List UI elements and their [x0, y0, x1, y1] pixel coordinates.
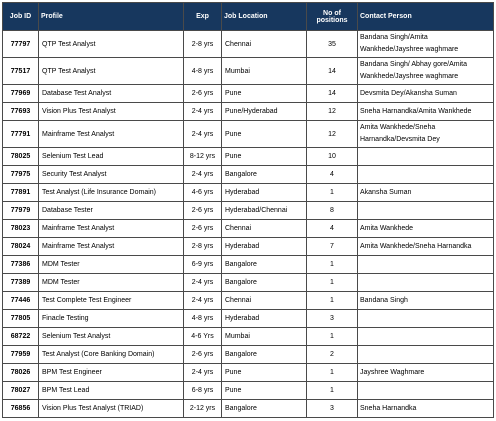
job-id-cell: 77446 — [3, 292, 39, 310]
exp-cell: 2-8 yrs — [184, 238, 222, 256]
header-location: Job Location — [222, 3, 307, 31]
profile-cell: Security Test Analyst — [39, 166, 184, 184]
exp-cell: 2-6 yrs — [184, 220, 222, 238]
job-id-cell: 77389 — [3, 274, 39, 292]
positions-cell: 12 — [307, 103, 358, 121]
contact-cell: Sneha Harnandka/Amita Wankhede — [358, 103, 494, 121]
table-row — [3, 58, 494, 85]
location-cell: Chennai — [222, 292, 307, 310]
location-cell: Hyderabad — [222, 238, 307, 256]
table-row — [3, 148, 494, 166]
profile-cell: Mainframe Test Analyst — [39, 238, 184, 256]
header-job-id: Job ID — [3, 3, 39, 31]
contact-cell — [358, 202, 494, 220]
profile-cell: BPM Test Lead — [39, 382, 184, 400]
contact-cell: Bandana Singh/ Abhay gore/Amita Wankhede/Jayshree waghmare — [358, 58, 494, 85]
job-id-cell: 78023 — [3, 220, 39, 238]
profile-cell: Vision Plus Test Analyst — [39, 103, 184, 121]
job-id-cell: 77979 — [3, 202, 39, 220]
contact-cell: Devsmita Dey/Akansha Suman — [358, 85, 494, 103]
contact-cell — [358, 166, 494, 184]
header-positions: No of positions — [307, 3, 358, 31]
job-id-cell: 77791 — [3, 121, 39, 148]
header-exp: Exp — [184, 3, 222, 31]
positions-cell: 14 — [307, 85, 358, 103]
profile-cell: Mainframe Test Analyst — [39, 220, 184, 238]
positions-cell: 10 — [307, 148, 358, 166]
profile-cell: Test Analyst (Life Insurance Domain) — [39, 184, 184, 202]
positions-cell: 4 — [307, 166, 358, 184]
job-id-cell: 77693 — [3, 103, 39, 121]
exp-cell: 2-4 yrs — [184, 121, 222, 148]
profile-cell: Test Analyst (Core Banking Domain) — [39, 346, 184, 364]
exp-cell: 2-4 yrs — [184, 274, 222, 292]
positions-cell: 4 — [307, 220, 358, 238]
positions-cell: 1 — [307, 274, 358, 292]
job-id-cell: 78026 — [3, 364, 39, 382]
exp-cell: 2-8 yrs — [184, 31, 222, 58]
table-row — [3, 382, 494, 400]
job-id-cell: 77969 — [3, 85, 39, 103]
exp-cell: 6-9 yrs — [184, 256, 222, 274]
location-cell: Pune — [222, 121, 307, 148]
job-id-cell: 77959 — [3, 346, 39, 364]
contact-cell: Bandana Singh/Amita Wankhede/Jayshree waghmare — [358, 31, 494, 58]
exp-cell: 2-6 yrs — [184, 85, 222, 103]
table-row — [3, 400, 494, 418]
profile-cell: BPM Test Engineer — [39, 364, 184, 382]
profile-cell: QTP Test Analyst — [39, 58, 184, 85]
positions-cell: 1 — [307, 292, 358, 310]
profile-cell: Vision Plus Test Analyst (TRIAD) — [39, 400, 184, 418]
job-openings-table — [2, 2, 494, 418]
positions-cell: 2 — [307, 346, 358, 364]
table-row — [3, 202, 494, 220]
job-id-cell: 77975 — [3, 166, 39, 184]
table-row — [3, 184, 494, 202]
contact-cell — [358, 148, 494, 166]
exp-cell: 6-8 yrs — [184, 382, 222, 400]
positions-cell: 3 — [307, 400, 358, 418]
header-row — [3, 3, 494, 31]
location-cell: Hyderabad — [222, 310, 307, 328]
profile-cell: Mainframe Test Analyst — [39, 121, 184, 148]
location-cell: Hyderabad/Chennai — [222, 202, 307, 220]
job-id-cell: 77891 — [3, 184, 39, 202]
exp-cell: 2-4 yrs — [184, 364, 222, 382]
profile-cell: Selenium Test Analyst — [39, 328, 184, 346]
positions-cell: 1 — [307, 328, 358, 346]
table-row — [3, 346, 494, 364]
contact-cell — [358, 274, 494, 292]
location-cell: Mumbai — [222, 58, 307, 85]
table-row — [3, 31, 494, 58]
job-id-cell: 76856 — [3, 400, 39, 418]
job-id-cell: 78027 — [3, 382, 39, 400]
profile-cell: MDM Tester — [39, 256, 184, 274]
contact-cell: Bandana Singh — [358, 292, 494, 310]
table-row — [3, 274, 494, 292]
location-cell: Bangalore — [222, 274, 307, 292]
table-row — [3, 364, 494, 382]
location-cell: Pune — [222, 364, 307, 382]
positions-cell: 1 — [307, 364, 358, 382]
header-contact: Contact Person — [358, 3, 494, 31]
positions-cell: 1 — [307, 382, 358, 400]
exp-cell: 2-4 yrs — [184, 103, 222, 121]
table-row — [3, 103, 494, 121]
exp-cell: 2-6 yrs — [184, 346, 222, 364]
job-id-cell: 77797 — [3, 31, 39, 58]
exp-cell: 2-6 yrs — [184, 202, 222, 220]
table-row — [3, 328, 494, 346]
location-cell: Pune — [222, 85, 307, 103]
contact-cell: Akansha Suman — [358, 184, 494, 202]
profile-cell: Finacle Testing — [39, 310, 184, 328]
location-cell: Bangalore — [222, 256, 307, 274]
contact-cell — [358, 346, 494, 364]
profile-cell: Selenium Test Lead — [39, 148, 184, 166]
table-row — [3, 166, 494, 184]
location-cell: Bangalore — [222, 346, 307, 364]
positions-cell: 35 — [307, 31, 358, 58]
location-cell: Pune/Hyderabad — [222, 103, 307, 121]
job-id-cell: 77386 — [3, 256, 39, 274]
location-cell: Mumbai — [222, 328, 307, 346]
contact-cell — [358, 256, 494, 274]
exp-cell: 4-8 yrs — [184, 310, 222, 328]
profile-cell: Database Test Analyst — [39, 85, 184, 103]
profile-cell: Test Complete Test Engineer — [39, 292, 184, 310]
contact-cell — [358, 328, 494, 346]
location-cell: Pune — [222, 382, 307, 400]
job-id-cell: 78025 — [3, 148, 39, 166]
positions-cell: 1 — [307, 256, 358, 274]
job-id-cell: 78024 — [3, 238, 39, 256]
table-row — [3, 238, 494, 256]
location-cell: Chennai — [222, 220, 307, 238]
exp-cell: 4-8 yrs — [184, 58, 222, 85]
positions-cell: 7 — [307, 238, 358, 256]
positions-cell: 14 — [307, 58, 358, 85]
exp-cell: 4-6 yrs — [184, 184, 222, 202]
positions-cell: 12 — [307, 121, 358, 148]
positions-cell: 3 — [307, 310, 358, 328]
location-cell: Bangalore — [222, 400, 307, 418]
job-id-cell: 77805 — [3, 310, 39, 328]
exp-cell: 2-12 yrs — [184, 400, 222, 418]
location-cell: Hyderabad — [222, 184, 307, 202]
header-profile: Profile — [39, 3, 184, 31]
table-row — [3, 220, 494, 238]
contact-cell: Sneha Harnandka — [358, 400, 494, 418]
contact-cell: Amita Wankhede — [358, 220, 494, 238]
job-id-cell: 68722 — [3, 328, 39, 346]
exp-cell: 8-12 yrs — [184, 148, 222, 166]
table-row — [3, 121, 494, 148]
exp-cell: 4-6 Yrs — [184, 328, 222, 346]
location-cell: Pune — [222, 148, 307, 166]
contact-cell — [358, 310, 494, 328]
contact-cell: Amita Wankhede/Sneha Harnandka — [358, 238, 494, 256]
table-row — [3, 292, 494, 310]
positions-cell: 8 — [307, 202, 358, 220]
exp-cell: 2-4 yrs — [184, 292, 222, 310]
profile-cell: QTP Test Analyst — [39, 31, 184, 58]
contact-cell: Amita Wankhede/Sneha Harnandka/Devsmita Dey — [358, 121, 494, 148]
profile-cell: MDM Tester — [39, 274, 184, 292]
location-cell: Chennai — [222, 31, 307, 58]
job-id-cell: 77517 — [3, 58, 39, 85]
location-cell: Bangalore — [222, 166, 307, 184]
table-row — [3, 85, 494, 103]
profile-cell: Database Tester — [39, 202, 184, 220]
positions-cell: 1 — [307, 184, 358, 202]
contact-cell — [358, 382, 494, 400]
exp-cell: 2-4 yrs — [184, 166, 222, 184]
contact-cell: Jayshree Waghmare — [358, 364, 494, 382]
table-row — [3, 256, 494, 274]
table-row — [3, 310, 494, 328]
